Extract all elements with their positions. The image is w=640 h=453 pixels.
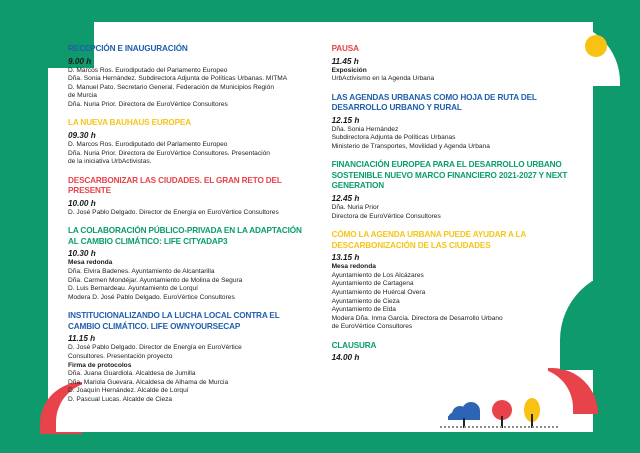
- program-block: [332, 230, 579, 332]
- session-line: Ayuntamiento de Elda: [331, 306, 396, 314]
- session-line: D. Marcos Ros. Eurodiputado del Parlamento Europeo: [68, 140, 228, 148]
- session-line: Dña. Elvira Badenes. Ayuntamiento de Alcantarilla: [68, 267, 215, 275]
- session-title: CLAUSURA: [331, 340, 377, 350]
- left-column: [58, 34, 312, 432]
- session-line: Dña. Juana Guardiola. Alcaldesa de Jumilla: [68, 370, 196, 378]
- session-line: D. Marcos Ros. Eurodiputado del Parlamento Europeo: [68, 66, 228, 74]
- program-block: [68, 176, 312, 218]
- program-block: [332, 44, 579, 84]
- ground-line-icon: [440, 426, 560, 428]
- session-line: D. José Pablo Delgado. Director de Energía en EuroVértice: [68, 344, 242, 352]
- session-time: 11.15 h: [68, 334, 96, 344]
- session-line: de EuroVértice Consultores: [331, 323, 413, 331]
- session-line: Subdirectora Adjunta de Políticas Urbanas: [331, 134, 456, 142]
- session-line: Dña. Mariola Guevara. Alcaldesa de Alhama de Murcia: [68, 378, 229, 386]
- session-line: UrbActivismo en la Agenda Urbana: [331, 75, 435, 83]
- session-line: Dña. Sonia Hernández: [331, 125, 399, 133]
- session-line: D. José Pablo Delgado. Director de Energía en EuroVértice Consultores: [68, 208, 279, 216]
- session-title: DESCARBONIZAR LAS CIUDADES. EL GRAN RETO DEL PRESENTE: [68, 175, 282, 196]
- session-time: 9.00 h: [68, 56, 92, 66]
- program-block: [68, 311, 312, 404]
- program-columns: [48, 22, 593, 432]
- session-time: 09.30 h: [68, 130, 96, 140]
- program-block: [68, 44, 312, 109]
- session-line: de la iniciativa UrbActivistas.: [68, 158, 152, 166]
- program-block: [332, 341, 579, 364]
- session-title: LA NUEVA BAUHAUS EUROPEA: [68, 118, 192, 128]
- program-block: [332, 160, 579, 221]
- session-subhead: Exposición: [331, 66, 367, 74]
- session-title: RECEPCIÓN E INAUGURACIÓN: [68, 44, 188, 53]
- program-block: [68, 226, 312, 302]
- session-line: D. Manuel Pato. Secretario General. Federación de Municipios Región: [68, 83, 274, 91]
- session-time: 12.15 h: [331, 115, 360, 125]
- session-time: 10.00 h: [68, 198, 96, 208]
- session-title: LAS AGENDAS URBANAS COMO HOJA DE RUTA DEL DESARROLLO URBANO Y RURAL: [331, 92, 537, 113]
- session-time: 11.45 h: [331, 56, 359, 66]
- session-time: 13.15 h: [331, 253, 360, 263]
- session-time: 10.30 h: [68, 249, 96, 259]
- session-line: Ayuntamiento de Cartagena: [331, 280, 414, 288]
- session-line: Ministerio de Transportes, Movilidad y Agenda Urbana: [331, 142, 490, 150]
- session-title: LA COLABORACIÓN PÚBLICO-PRIVADA EN LA ADAPTACIÓN AL CAMBIO CLIMÁTICO: LIFE CITYADAP3: [68, 226, 302, 246]
- session-time: 14.00 h: [331, 353, 360, 363]
- session-line: Consultores. Presentación proyecto: [68, 352, 173, 360]
- program-block: [68, 118, 312, 166]
- session-line: Dña. Nuria Prior. Directora de EuroVértice Consultores: [68, 100, 228, 108]
- session-line: Ayuntamiento de Los Alcázares: [331, 271, 424, 279]
- session-line: Ayuntamiento de Huércal Overa: [331, 288, 426, 296]
- program-block: [332, 93, 579, 152]
- right-column: [326, 34, 579, 432]
- session-subhead: Firma de protocolos: [68, 361, 132, 369]
- session-line: D. Luis Bernardeau. Ayuntamiento de Lorquí: [68, 285, 199, 293]
- session-line: Modera Dña. Inma García. Directora de Desarrollo Urbano: [331, 314, 503, 322]
- session-line: D. Pascual Lucas. Alcalde de Cieza: [68, 395, 173, 403]
- session-line: Dña. Nuria Prior: [331, 203, 379, 211]
- session-line: Dña. Sonia Hernández. Subdirectora Adjunta de Políticas Urbanas. MITMA: [68, 75, 288, 83]
- session-time: 12.45 h: [331, 193, 360, 203]
- session-line: Ayuntamiento de Cieza: [331, 297, 400, 305]
- session-line: Dña. Carmen Mondéjar. Ayuntamiento de Molina de Segura: [68, 276, 243, 284]
- session-line: de Murcia: [68, 92, 97, 100]
- session-line: Modera D. José Pablo Delgado. EuroVértice Consultores: [68, 293, 235, 301]
- session-subhead: Mesa redonda: [331, 263, 376, 271]
- session-title: PAUSA: [331, 44, 359, 53]
- session-line: Dña. Nuria Prior. Directora de EuroVértice Consultores. Presentación: [68, 149, 270, 157]
- tree-illustration: [440, 392, 560, 434]
- session-title: FINANCIACIÓN EUROPEA PARA EL DESARROLLO URBANO SOSTENIBLE NUEVO MARCO FINANCIERO 2021-2027 Y NEXT GENERATION: [331, 160, 568, 191]
- session-title: INSTITUCIONALIZANDO LA LUCHA LOCAL CONTRA EL CAMBIO CLIMÁTICO. LIFE OWNYOURSECAP: [68, 311, 280, 331]
- session-line: D. Joaquín Hernández. Alcalde de Lorquí: [68, 387, 189, 395]
- session-subhead: Mesa redonda: [68, 259, 113, 267]
- session-title: CÓMO LA AGENDA URBANA PUEDE AYUDAR A LA DESCARBONIZACIÓN DE LAS CIUDADES: [331, 230, 526, 250]
- session-line: Directora de EuroVértice Consultores: [331, 212, 441, 220]
